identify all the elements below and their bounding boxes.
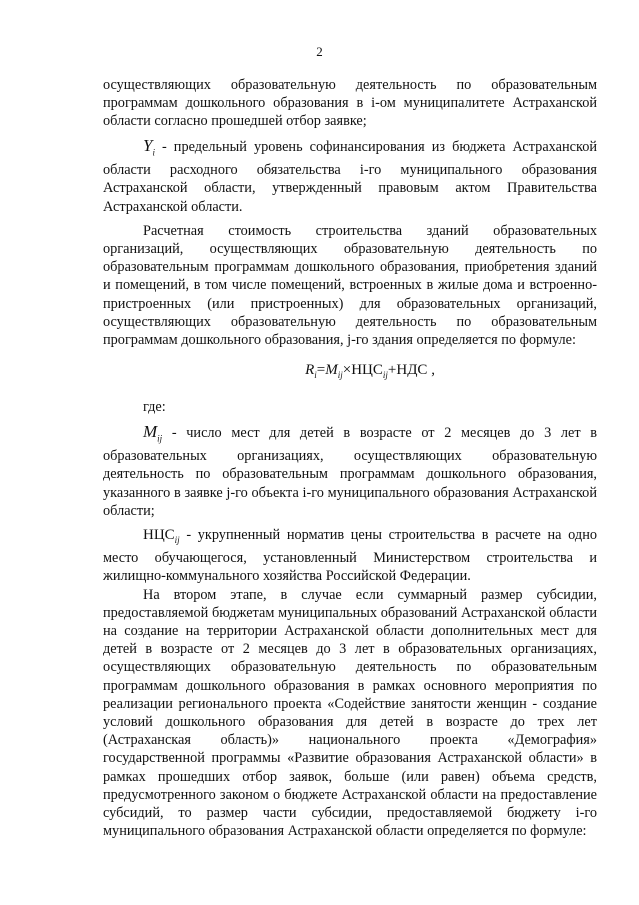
variable-yi: $Y_i$: [143, 135, 155, 157]
definition-mij-text: - число мест для детей в возрасте от 2 месяцев до 3 лет в образовательных организациях, осуществляющих образовательную деятельность по образовательным программам дошкольного образования, указанного в заявке j-го объекта i-го муниципального образования Астраханской области;: [103, 424, 597, 519]
formula-ri: $R_i=M_{ij}\times НЦС_{ij}+НДС$ ,: [305, 362, 435, 381]
definition-ncsij: [103, 526, 597, 586]
definition-mij: [103, 423, 597, 520]
definition-yi-text: - предельный уровень софинансирования из бюджета Астраханской области расходного обязательства i-го муниципального образования Астраханской области, утвержденный правовым актом Правительства Астраханской области.: [103, 138, 597, 215]
paragraph-continuation: осуществляющих образовательную деятельность по образовательным программам дошкольного образования в i-ом муниципалитете Астраханской области согласно прошедшей отбор заявке;: [103, 77, 597, 130]
definition-yi: [103, 137, 597, 216]
formula-lhs: $R_i$: [305, 362, 317, 381]
page-number: 2: [316, 44, 323, 59]
formula-ncs: $НЦС_{ij}$: [351, 362, 388, 381]
formula-m: $M_{ij}$: [325, 362, 343, 381]
variable-mij: $M_{ij}$: [143, 421, 163, 444]
paragraph-second-stage: На втором этапе, в случае если суммарный размер субсидии, предоставляемой бюджетам муниципальных образований Астраханской области на создание на территории Астраханской области дополнительных мест для детей в возрасте от 2 месяцев до 3 лет в образовательных организациях, осуществляющих образовательную деятельность по образовательным программам дошкольного образования в рамках основного мероприятия по реализации регионального проекта «Содействие занятости женщин - создание условий дошкольного образования для детей в возрасте до трех лет (Астраханская область)» национального проекта «Демография» государственной программы «Развитие образования Астраханской области» в рамках прошедших отбор заявок, больше (или равен) объема средств, предусмотренного законом о бюджете Астраханской области на предоставление субсидий, то размер части субсидии, предоставляемой бюджету i-го муниципального образования Астраханской области определяется по формуле:: [103, 586, 597, 840]
where-label: где:: [143, 399, 166, 416]
document-body: [103, 76, 597, 841]
variable-ncsij: $НЦС_{ij}$: [143, 527, 180, 546]
paragraph-estimated-cost: Расчетная стоимость строительства зданий образовательных организаций, осуществляющих образовательную деятельность по образовательным программам дошкольного образования, приобретения зданий и помещений, в том числе помещений, встроенных в жилые дома и встроенно-пристроенных (или пристроенных) для образовательных организаций, осуществляющих образовательную деятельность по образовательным программам дошкольного образования, j-го здания определяется по формуле:: [103, 222, 597, 349]
definition-ncsij-text: - укрупненный норматив цены строительства в расчете на одно место обучающегося, установленный Министерством строительства и жилищно-коммунального хозяйства Российской Федерации.: [103, 527, 597, 585]
